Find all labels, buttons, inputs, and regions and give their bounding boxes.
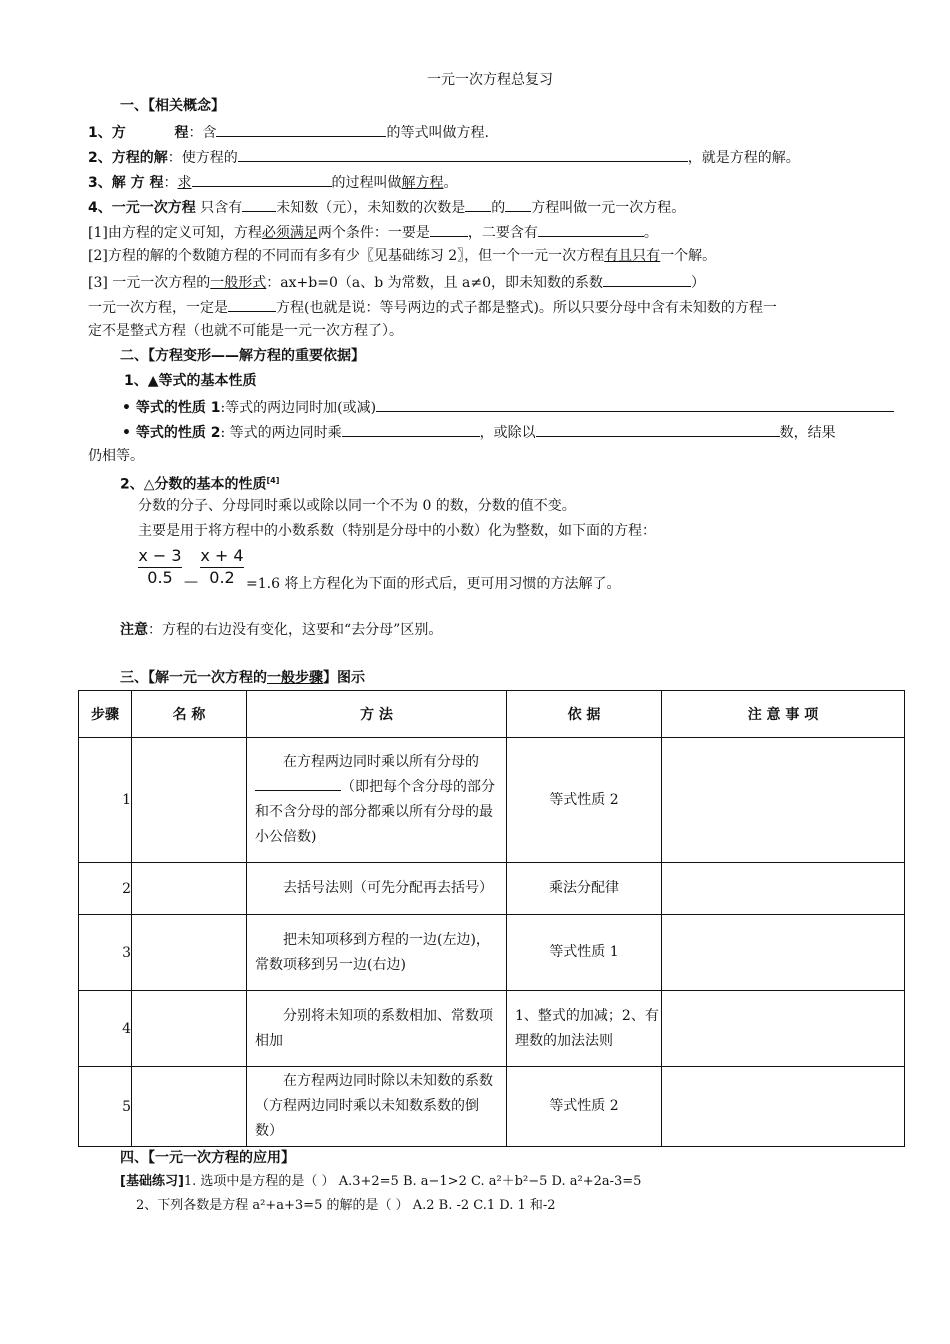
equality-properties-heading: 1、▲等式的基本性质: [124, 373, 257, 389]
step-number: 5: [79, 1067, 132, 1147]
table-row: [79, 738, 905, 863]
step-number: 4: [79, 991, 132, 1067]
step-notes: [662, 1067, 905, 1147]
table-row: [79, 991, 905, 1067]
step-method: 把未知项移到方程的一边(左边)，常数项移到另一边(右边): [247, 915, 507, 991]
step-notes: [662, 738, 905, 863]
step-number: 3: [79, 915, 132, 991]
step-basis: 等式性质 2: [507, 1067, 662, 1147]
blank: [505, 196, 531, 212]
concept-linear-equation: 4、一元一次方程 只含有 未知数（元），未知数的次数是 的 方程叫做一元一次方程。: [88, 196, 685, 218]
concept-linear-label: 4、一元一次方程: [88, 200, 196, 216]
page-title: 一元一次方程总复习: [427, 72, 553, 88]
exercise-question-1: [基础练习]1. 选项中是方程的是（ ） A.3+2=5 B. a−1>2 C. a²＋b²−5 D. a²+2a-3=5: [120, 1174, 642, 1189]
blank: [538, 221, 644, 237]
blank: [376, 396, 894, 412]
note-2: [2]方程的解的个数随方程的不同而有多有少〖见基础练习 2〗，但一个一元一次方程有且只有一个解。: [88, 248, 717, 264]
fraction-property-line1: 分数的分子、分母同时乘以或除以同一个不为 0 的数，分数的值不变。: [138, 498, 576, 514]
header-method: 方 法: [247, 691, 507, 738]
step-basis: 等式性质 1: [507, 915, 662, 991]
section3-heading: 三、【解一元一次方程的一般步骤】图示: [120, 670, 365, 686]
blank: [342, 421, 480, 437]
step-name: [132, 915, 247, 991]
fraction-1: [138, 546, 182, 587]
step-method: 去括号法则（可先分配再去括号）: [247, 863, 507, 915]
step-basis: 等式性质 2: [507, 738, 662, 863]
note-paragraph: 注意：方程的右边没有变化，这要和“去分母”区别。: [120, 622, 443, 638]
concept-equation: 1、方 程：含 的等式叫做方程.: [88, 121, 489, 143]
fraction-2-denominator: 0.2: [209, 568, 235, 587]
step-name: [132, 738, 247, 863]
step-notes: [662, 863, 905, 915]
step-number: 1: [79, 738, 132, 863]
exercise-question-2: 2、下列各数是方程 a²+a+3=5 的解的是（ ） A.2 B. -2 C.1 D. 1 和-2: [136, 1198, 556, 1213]
fraction-2: [200, 546, 244, 587]
blank: [192, 171, 332, 187]
section4-heading: 四、【一元一次方程的应用】: [120, 1150, 295, 1166]
steps-table: [78, 690, 905, 1147]
concept-solving: 3、解 方 程：求 的过程叫做解方程。: [88, 171, 458, 193]
blank: [228, 296, 276, 312]
step-basis: 1、整式的加减；2、有理数的加法法则: [507, 991, 662, 1067]
concept-equation-label: 1、方 程: [88, 125, 189, 141]
concept-solution: 2、方程的解：使方程的 ，就是方程的解。: [88, 146, 800, 168]
blank: [430, 221, 468, 237]
note-3: [3] 一元一次方程的一般形式：ax+b=0（a、b 为常数，且 a≠0，即未知数的系数 ）: [88, 271, 705, 293]
blank: [603, 271, 691, 287]
fraction-1-numerator: x − 3: [138, 546, 182, 568]
fraction-property-heading: 2、△分数的基本的性质[4]: [120, 476, 280, 493]
header-name: 名 称: [132, 691, 247, 738]
step-name: [132, 1067, 247, 1147]
section2-heading: 二、【方程变形——解方程的重要依据】: [120, 348, 365, 364]
fraction-1-denominator: 0.5: [147, 568, 173, 587]
minus-sign: —: [184, 574, 198, 590]
blank: [242, 196, 276, 212]
section1-heading: 一、【相关概念】: [120, 98, 225, 114]
step-basis: 乘法分配律: [507, 863, 662, 915]
equation-rest: =1.6 将上方程化为下面的形式后，更可用习惯的方法解了。: [246, 576, 621, 592]
equality-property-1: • 等式的性质 1:等式的两边同时加(或减): [122, 396, 894, 418]
step-method: 在方程两边同时乘以所有分母的（即把每个含分母的部分和不含分母的部分都乘以所有分母的最小公倍数): [247, 738, 507, 863]
blank: [238, 146, 688, 162]
note-1: [1]由方程的定义可知，方程必须满足两个条件：一要是 ，二要含有 。: [88, 221, 658, 243]
concept-solving-label: 3、解 方 程: [88, 175, 164, 191]
table-row: [79, 1067, 905, 1147]
step-name: [132, 991, 247, 1067]
paragraph-integral-equation-cont: 定不是整式方程（也就不可能是一元一次方程了）。: [88, 323, 403, 339]
blank: [255, 775, 341, 791]
paragraph-integral-equation: 一元一次方程，一定是 方程(也就是说：等号两边的式子都是整式)。所以只要分母中含有未知数的方程一: [88, 296, 777, 318]
header-notes: 注 意 事 项: [662, 691, 905, 738]
step-method: 分别将未知项的系数相加、常数项相加: [247, 991, 507, 1067]
equality-property-2-cont: 仍相等。: [88, 448, 144, 464]
step-name: [132, 863, 247, 915]
step-method: 在方程两边同时除以未知数的系数（方程两边同时乘以未知数系数的倒数）: [247, 1067, 507, 1147]
fraction-property-line2: 主要是用于将方程中的小数系数（特别是分母中的小数）化为整数，如下面的方程：: [138, 523, 656, 539]
step-number: 2: [79, 863, 132, 915]
blank: [536, 421, 780, 437]
header-step: 步骤: [79, 691, 132, 738]
step-notes: [662, 991, 905, 1067]
fraction-2-numerator: x + 4: [200, 546, 244, 568]
header-basis: 依 据: [507, 691, 662, 738]
step-notes: [662, 915, 905, 991]
concept-solution-label: 2、方程的解: [88, 150, 168, 166]
table-row: [79, 863, 905, 915]
blank: [216, 121, 386, 137]
table-header-row: [79, 691, 905, 738]
blank: [465, 196, 491, 212]
equality-property-2: • 等式的性质 2: 等式的两边同时乘 ，或除以 数，结果: [122, 421, 836, 443]
table-row: [79, 915, 905, 991]
